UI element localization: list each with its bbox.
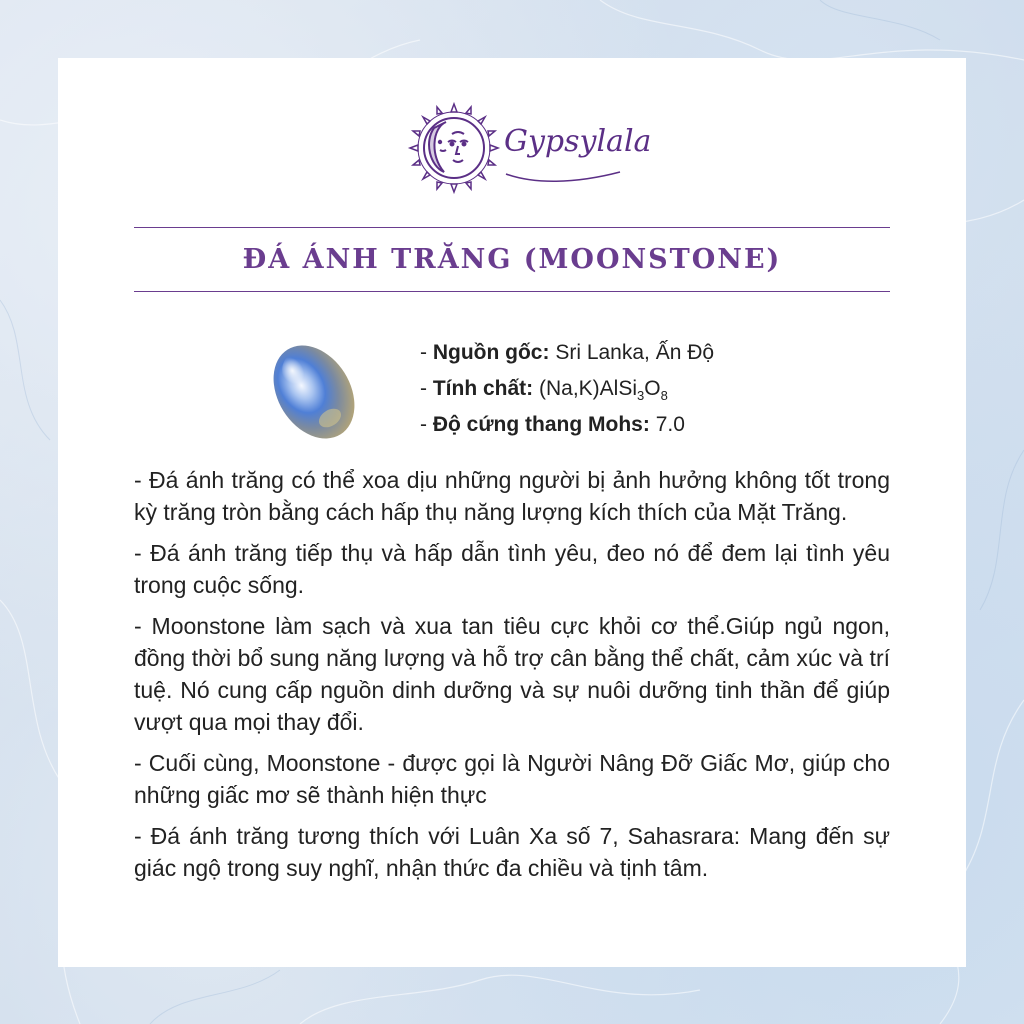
property-label: Độ cứng thang Mohs:: [432, 413, 650, 436]
formula-oxygen: O: [644, 377, 661, 400]
wordmark-swash-icon: [504, 168, 624, 188]
property-dash: -: [420, 413, 433, 436]
formula-prefix: (Na,K)AlSi: [539, 377, 638, 400]
paragraph: - Đá ánh trăng tương thích với Luân Xa số 7, Sahasrara: Mang đến sự giác ngộ trong suy nghĩ, nhận thức đa chiều và tịnh tâm.: [134, 823, 890, 881]
brand-logo: [404, 98, 652, 198]
paragraph: - Cuối cùng, Moonstone - được gọi là Người Nâng Đỡ Giấc Mơ, giúp cho những giấc mơ sẽ thành hiện thực: [134, 750, 890, 808]
property-value: 7.0: [655, 413, 685, 436]
property-formula: [420, 371, 880, 407]
moonstone-gem-icon: [258, 336, 366, 446]
gem-properties: [420, 335, 880, 443]
paragraph: - Đá ánh trăng tiếp thụ và hấp dẫn tình yêu, đeo nó để đem lại tình yêu trong cuộc sống.: [134, 540, 890, 598]
property-hardness: [420, 407, 880, 443]
sun-moon-face-icon: [404, 98, 504, 198]
title-divider-bottom: [134, 291, 890, 292]
formula-sub-o: 8: [660, 388, 668, 403]
description: [134, 464, 890, 893]
formula-sub-si: 3: [637, 388, 645, 403]
property-label: Nguồn gốc:: [432, 341, 550, 364]
property-origin: [420, 335, 880, 371]
paragraph: - Moonstone làm sạch và xua tan tiêu cực khỏi cơ thể.Giúp ngủ ngon, đồng thời bổ sung năng lượng và hỗ trợ cân bằng thể chất, cảm xúc và trí tuệ. Nó cung cấp nguồn dinh dưỡng và sự nuôi dưỡng tinh thần để giúp vượt qua mọi thay đổi.: [134, 613, 890, 735]
property-dash: -: [420, 377, 433, 400]
page-title: ĐÁ ÁNH TRĂNG (MOONSTONE): [242, 244, 782, 275]
title-divider-top: [134, 227, 890, 228]
property-value: Sri Lanka, Ấn Độ: [555, 341, 715, 364]
brand-wordmark: Gypsylala: [504, 124, 652, 159]
property-label: Tính chất:: [432, 377, 534, 400]
property-dash: -: [420, 341, 433, 364]
paragraph: - Đá ánh trăng có thể xoa dịu những người bị ảnh hưởng không tốt trong kỳ trăng tròn bằng cách hấp thụ năng lượng kích thích của Mặt Trăng.: [134, 467, 890, 525]
info-card: [58, 58, 966, 967]
